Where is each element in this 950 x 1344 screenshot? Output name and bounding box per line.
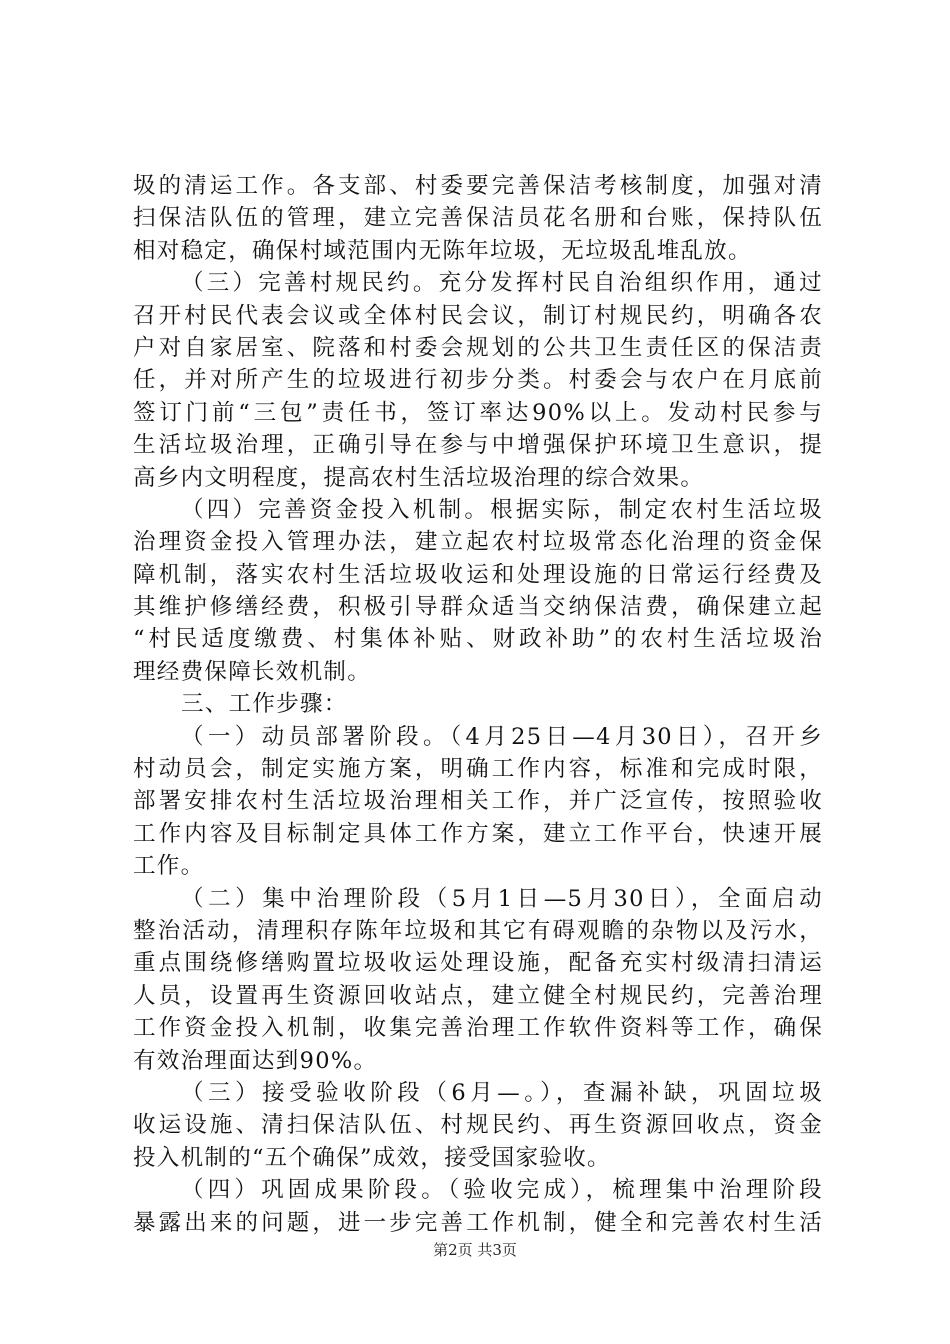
text-line: 收运设施、清扫保洁队伍、村规民约、再生资源回收点，资金 [133, 1112, 823, 1139]
text-line: 户对自家居室、院落和村委会规划的公共卫生责任区的保洁责 [133, 334, 823, 361]
page-footer: 第2页 共3页 [433, 1241, 517, 1259]
text-line: 整治活动，清理积存陈年垃圾和其它有碍观瞻的杂物以及污水， [133, 917, 823, 944]
text-line: 有效治理面达到90%。 [133, 1047, 378, 1074]
text-line: 障机制，落实农村生活垃圾收运和处理设施的日常运行经费及 [133, 561, 823, 588]
text-line: 任，并对所产生的垃圾进行初步分类。村委会与农户在月底前 [133, 367, 823, 394]
text-line: 工作资金投入机制，收集完善治理工作软件资料等工作，确保 [133, 1015, 823, 1042]
text-line: （二）集中治理阶段（5月1日—5月30日），全面启动 [181, 885, 823, 912]
document-body [133, 170, 823, 1239]
text-line: （一）动员部署阶段。（4月25日—4月30日），召开乡 [181, 723, 823, 750]
text-line: 部署安排农村生活垃圾治理相关工作，并广泛宣传，按照验收 [133, 788, 823, 815]
text-line: 三、工作步骤： [181, 691, 348, 718]
text-line: 投入机制的“五个确保”成效，接受国家验收。 [133, 1144, 611, 1171]
text-line: “村民适度缴费、村集体补贴、财政补助”的农村生活垃圾治 [133, 626, 823, 653]
text-line: 治理资金投入管理办法，建立起农村垃圾常态化治理的资金保 [133, 529, 823, 556]
text-line: 其维护修缮经费，积极引导群众适当交纳保洁费，确保建立起 [133, 594, 823, 621]
text-line: 生活垃圾治理，正确引导在参与中增强保护环境卫生意识，提 [133, 432, 823, 459]
text-line: 理经费保障长效机制。 [133, 658, 372, 685]
text-line: （三）完善村规民约。充分发挥村民自治组织作用，通过 [181, 270, 823, 297]
text-line: 工作内容及目标制定具体工作方案，建立工作平台，快速开展 [133, 820, 823, 847]
text-line: （四）完善资金投入机制。根据实际，制定农村生活垃圾 [181, 496, 823, 523]
text-line: 签订门前“三包”责任书，签订率达90%以上。发动村民参与 [133, 399, 823, 426]
text-line: 暴露出来的问题，进一步完善工作机制，健全和完善农村生活 [133, 1209, 823, 1236]
text-line: 召开村民代表会议或全体村民会议，制订村规民约，明确各农 [133, 302, 823, 329]
text-line: （三）接受验收阶段（6月—。），查漏补缺，巩固垃圾 [181, 1079, 823, 1106]
text-line: 圾的清运工作。各支部、村委要完善保洁考核制度，加强对清 [133, 173, 823, 199]
text-line: 工作。 [133, 853, 205, 880]
text-line: 高乡内文明程度，提高农村生活垃圾治理的综合效果。 [133, 464, 705, 491]
text-line: 重点围绕修缮购置垃圾收运处理设施，配备充实村级清扫清运 [133, 950, 823, 977]
text-line: 相对稳定，确保村域范围内无陈年垃圾，无垃圾乱堆乱放。 [133, 237, 752, 264]
text-line: 村动员会，制定实施方案，明确工作内容，标准和完成时限， [133, 756, 823, 783]
text-line: 人员，设置再生资源回收站点，建立健全村规民约，完善治理 [133, 982, 823, 1009]
text-line: （四）巩固成果阶段。（验收完成），梳理集中治理阶段 [181, 1177, 823, 1204]
text-line: 扫保洁队伍的管理，建立完善保洁员花名册和台账，保持队伍 [133, 205, 823, 232]
